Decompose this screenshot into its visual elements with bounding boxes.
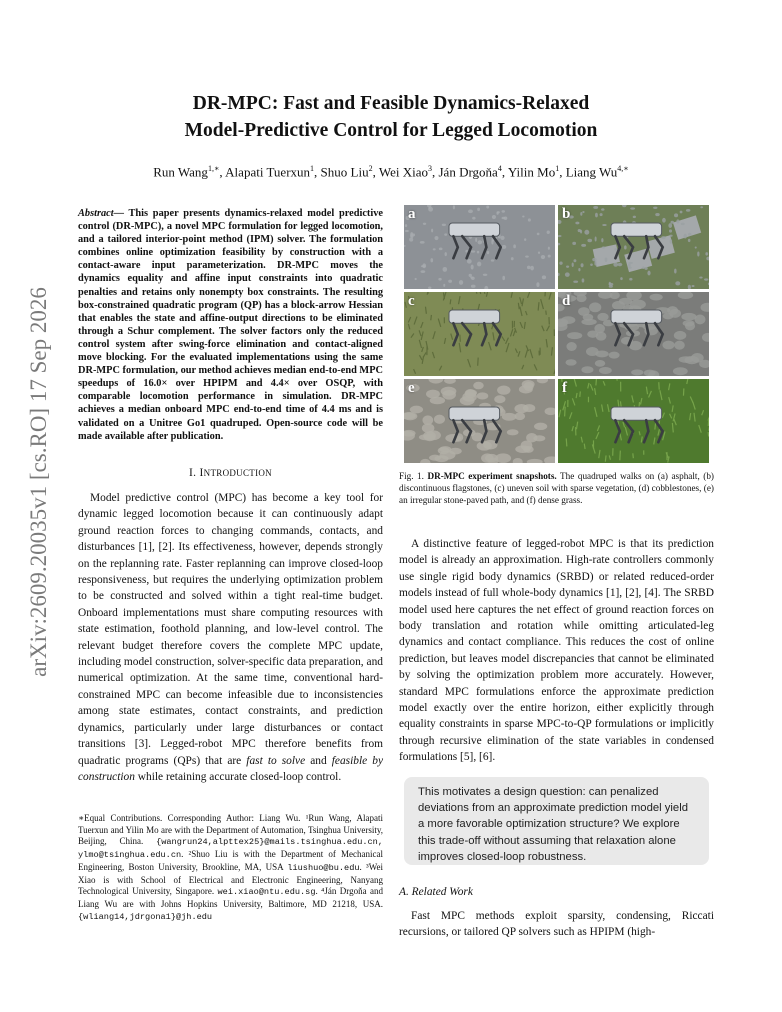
footnote-part-2: . ²Shuo Liu is with the Department of Mechanical Engineering, Boston University, Brookline, MA, USA <box>78 849 383 872</box>
author-name: Alapati Tuerxun <box>225 164 311 180</box>
abstract <box>78 207 383 443</box>
author-name: Ján Drgoňa <box>438 164 498 180</box>
model-approximation-paragraph: A distinctive feature of legged-robot MPC is that its prediction model is already an approximation. High-rate controllers commonly use single rigid body dynamics (SRBD) or related reduced-order models instead of full whole-body dynamics [1], [2], [4]. The SRBD model used here captures the net effect of ground reaction forces on body translation and rotation while omitting articulated-leg dynamics and contact compliance. This reduces the cost of online prediction, but leaves model discrepancies that cannot be eliminated by solving the optimization problem more accurately. However, standard MPC formulations enforce the approximate prediction model exactly over the entire horizon, either explicitly through equality constraints in sparse MPC-to-QP formulations or implicitly through recursive elimination of the state variables in condensed formulations [5], [6]. <box>399 538 714 764</box>
intro-text-b: while retaining accurate closed-loop control. <box>134 770 342 783</box>
intro-text-and: and <box>305 754 332 767</box>
panel-label: f <box>562 380 567 396</box>
author-affiliation-mark: 1 <box>555 164 560 173</box>
intro-paragraph <box>78 490 383 785</box>
related-work-paragraph: Fast MPC methods exploit sparsity, condensing, Riccati recursions, or tailored QP solvers such as HPIPM (high- <box>399 910 714 939</box>
panel-label: d <box>562 293 571 309</box>
author-affiliation-mark: 1,∗ <box>207 164 220 173</box>
title-line-1: DR-MPC: Fast and Feasible Dynamics-Relaxed <box>192 93 590 114</box>
panel-label: a <box>408 206 416 222</box>
author-name: Liang Wu <box>565 164 618 180</box>
paper-title <box>60 90 722 144</box>
author-affiliation-mark: 3 <box>428 164 432 173</box>
design-question-callout <box>404 777 709 865</box>
abstract-lead: Abstract <box>78 208 114 219</box>
terrain-photo-flagstones <box>558 205 709 289</box>
abstract-text: This paper presents dynamics-relaxed model predictive control (DR-MPC), a novel MPC formulation for legged locomotion, and a tailored interior-point method (IPM) solver. The formulation combines online optimization feasibility by construction with a contact-aware input parameterization. DR-MPC moves the dynamics equality and affine input constraints into quadratic penalties and retains only nonempty box constraints. The resulting box-constrained quadratic program (QP) has a block-arrow Hessian that enables the state and affine-output directions to be eliminated through a Schur complement. The solver factors only the reduced control system after swing-force elimination and contact-aligned move blocking. For the evaluated implementations using the same DR-MPC formulation, our method achieves median end-to-end MPC speedups of 16.0× over HPIPM and 4.4× over OSQP, with comparable locomotion performance in simulation. DR-MPC achieves a median onboard MPC end-to-end time of 4.4 ms and is validated on a Unitree Go1 quadruped. Open-source code will be made available after publication. <box>78 208 383 442</box>
intro-emphasis-fast: fast to solve <box>246 754 306 767</box>
title-line-2: Model-Predictive Control for Legged Locomotion <box>184 120 598 141</box>
footnote-part-4: . ⁴Ján Drgoňa and Liang Wu are with Johns Hopkins University, Baltimore, MD 21218, USA. <box>78 886 383 909</box>
author-name: Shuo Liu <box>320 164 369 180</box>
author-name: Wei Xiao <box>378 164 428 180</box>
panel-label: b <box>562 206 571 222</box>
subsection-related-work: A. Related Work <box>399 886 473 898</box>
terrain-photo-uneven-soil <box>404 292 555 376</box>
terrain-photo-stone-path <box>404 379 555 463</box>
figure-1-snapshots <box>404 205 710 463</box>
panel-label: c <box>408 293 415 309</box>
author-affiliation-mark: 2 <box>368 164 373 173</box>
footnote-email-jhu[interactable]: {wliang14,jdrgona1}@jh.edu <box>78 911 213 922</box>
abstract-dash: — <box>113 208 129 219</box>
footnote-part-3: . ³Wei Xiao is with School of Electrical and Electronic Engineering, Nanyang Technological University, Singapore. <box>78 861 383 897</box>
author-name: Yilin Mo <box>507 164 556 180</box>
figure-panel-b <box>558 205 709 289</box>
terrain-photo-cobblestones <box>558 292 709 376</box>
author-affiliation-mark: 4,∗ <box>617 164 629 173</box>
intro-emphasis-feasible: feasible by construction <box>78 754 383 783</box>
figure-panel-e <box>404 379 555 463</box>
arxiv-identifier: arXiv:2609.20035v1 [cs.RO] 17 Sep 2026 <box>26 287 51 677</box>
figure-1-caption <box>399 471 714 506</box>
footnote-email-tsinghua[interactable]: {wangrun24,alpttex25}@mails.tsinghua.edu.cn, ylmo@tsinghua.edu.cn <box>78 837 383 861</box>
callout-text: This motivates a design question: can penalized deviations from an approximate prediction model yield a more favorable optimization structure? We explore this trade-off without assuming that relaxation alone improves closed-loop robustness. <box>418 786 689 863</box>
figure-panel-d <box>558 292 709 376</box>
footnote-email-ntu[interactable]: wei.xiao@ntu.edu.sg <box>217 887 316 898</box>
caption-title: DR-MPC experiment snapshots. <box>427 471 557 481</box>
terrain-photo-asphalt <box>404 205 555 289</box>
author-affiliation-mark: 4 <box>497 164 502 173</box>
footnote-email-bu[interactable]: liushuo@bu.edu <box>287 862 360 873</box>
panel-label: e <box>408 380 415 396</box>
intro-text-a: Model predictive control (MPC) has become a key tool for dynamic legged locomotion because it can continuously adapt ground reaction forces to changing commands, contacts, and disturbances [1], [2]. Its effectiveness, however, depends strongly on the replanning rate. Faster replanning can improve closed-loop responsiveness, but requires the underlying optimization problem to be constructed and solved within a tight real-time budget. Onboard implementations must share computing resources with state estimation, foothold planning, and low-level control. The relevant budget therefore covers the complete MPC update, including model construction, solver-specific data preparation, and numerical optimization. At the same time, conventional hard-constrained MPC can become infeasible due to inconsistencies among state estimates, contact constraints, and prediction dynamics, particularly under large disturbances or contact transitions [3]. Legged-robot MPC therefore benefits from quadratic programs (QPs) that are <box>78 492 383 767</box>
caption-prefix: Fig. 1. <box>399 471 424 481</box>
figure-panel-c <box>404 292 555 376</box>
terrain-photo-dense-grass <box>558 379 709 463</box>
author-list: Run Wang$^{1,∗}$, Alapati Tuerxun$^1$, Shuo Liu$^2$, Wei Xiao$^3$, Ján Drgoňa$^4$, Yilin Mo$^1$, Liang $Wu^{4,∗}$ <box>153 164 629 180</box>
figure-panel-a <box>404 205 555 289</box>
author-affiliation-mark: 1 <box>310 164 315 173</box>
section-title: INTRODUCTION <box>199 467 272 479</box>
affiliation-footnote <box>78 813 383 923</box>
footnote-part-1: ∗Equal Contributions. Corresponding Author: Liang Wu. ¹Run Wang, Alapati Tuerxun and Yilin Mo are with the Department of Automation, Tsinghua University, Beijing, China. <box>78 813 383 847</box>
figure-panel-f <box>558 379 709 463</box>
section-number: I. <box>189 467 197 479</box>
caption-text: The quadruped walks on (a) asphalt, (b) discontinuous flagstones, (c) uneven soil with sparse vegetation, (d) cobblestones, (e) an irregular stone-paved path, and (f) dense grass. <box>399 471 714 505</box>
author-name: Run Wang <box>153 164 208 180</box>
section-heading-introduction <box>78 467 383 479</box>
